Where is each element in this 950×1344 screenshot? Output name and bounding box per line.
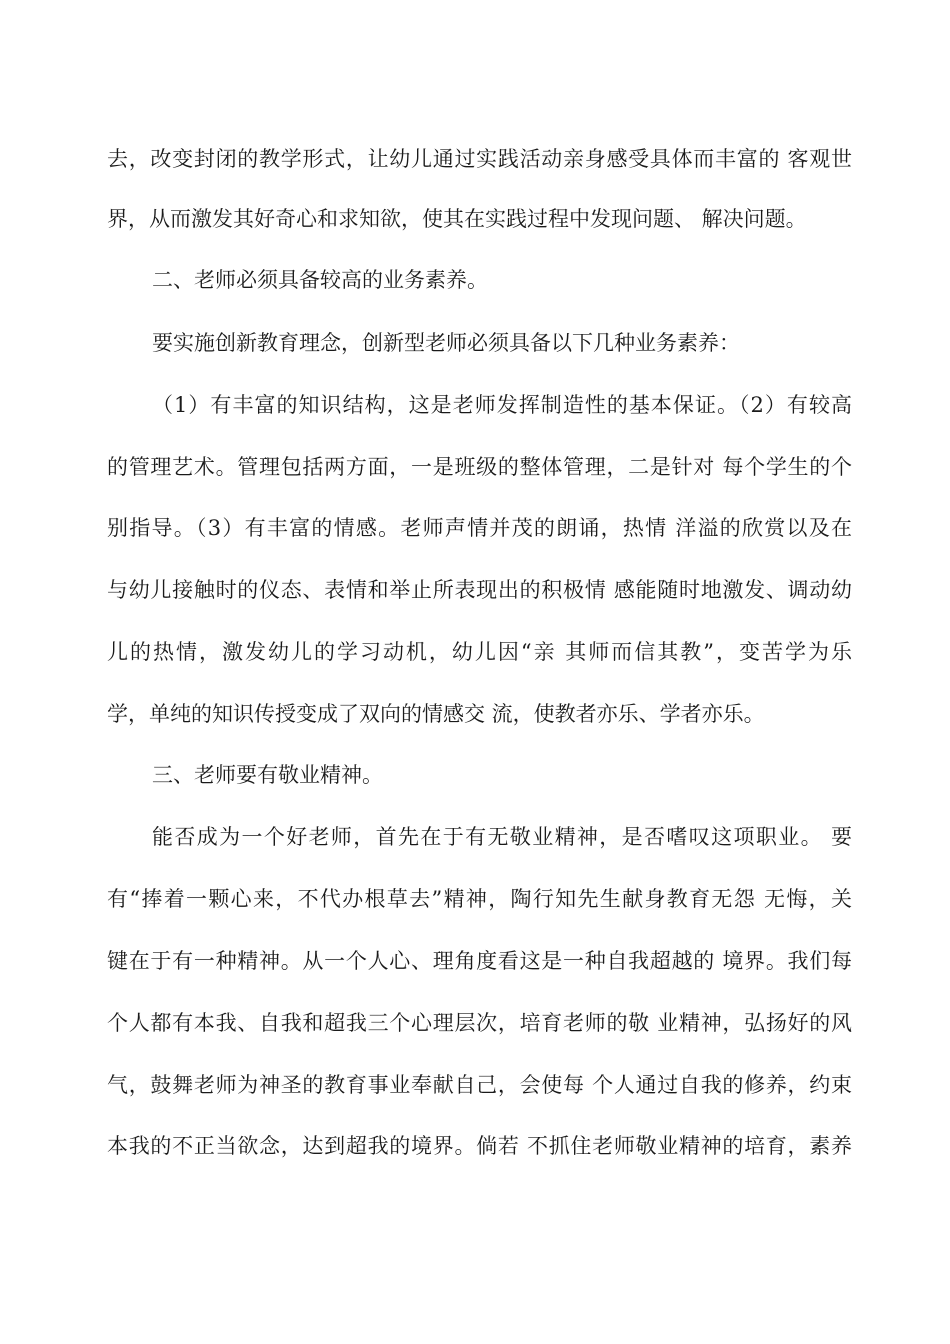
- text-line: 学，单纯的知识传授变成了双向的情感交 流，使教者亦乐、学者亦乐。: [107, 702, 765, 726]
- text-line: 气，鼓舞老师为神圣的教育事业奉献自己，会使每 个人通过自我的修养，约束: [107, 1073, 852, 1097]
- text-line: 与幼儿接触时的仪态、表情和举止所表现出的积极情 感能随时地激发、调动幼: [107, 578, 852, 602]
- text-line: 儿的热情，激发幼儿的学习动机，幼儿因“亲 其师而信其教”，变苦学为乐: [107, 640, 852, 664]
- text-line: 键在于有一种精神。从一个人心、理角度看这是一种自我超越的 境界。我们每: [107, 949, 852, 973]
- text-line: 本我的不正当欲念，达到超我的境界。倘若 不抓住老师敬业精神的培育，素养: [107, 1134, 852, 1158]
- text-line: 要实施创新教育理念，创新型老师必须具备以下几种业务素养：: [152, 331, 740, 355]
- text-line: 界，从而激发其好奇心和求知欲，使其在实践过程中发现问题、 解决问题。: [107, 207, 807, 231]
- text-line: 能否成为一个好老师，首先在于有无敬业精神，是否嗜叹这项职业。 要: [152, 825, 852, 849]
- text-line: 个人都有本我、自我和超我三个心理层次，培育老师的敬 业精神，弘扬好的风: [107, 1011, 852, 1035]
- section-heading: 二、老师必须具备较高的业务素养。: [152, 268, 488, 292]
- text-line: 的管理艺术。管理包括两方面，一是班级的整体管理，二是针对 每个学生的个: [107, 455, 852, 479]
- text-line: （1）有丰富的知识结构，这是老师发挥制造性的基本保证。（2）有较高: [152, 393, 852, 417]
- section-heading: 三、老师要有敬业精神。: [152, 763, 383, 787]
- text-line: 有“捧着一颗心来，不代办根草去”精神，陶行知先生献身教育无怨 无悔，关: [107, 887, 852, 911]
- text-line: 别指导。（3）有丰富的情感。老师声情并茂的朗诵，热情 洋溢的欣赏以及在: [107, 516, 852, 540]
- text-line: 去，改变封闭的教学形式，让幼儿通过实践活动亲身感受具体而丰富的 客观世: [107, 147, 852, 171]
